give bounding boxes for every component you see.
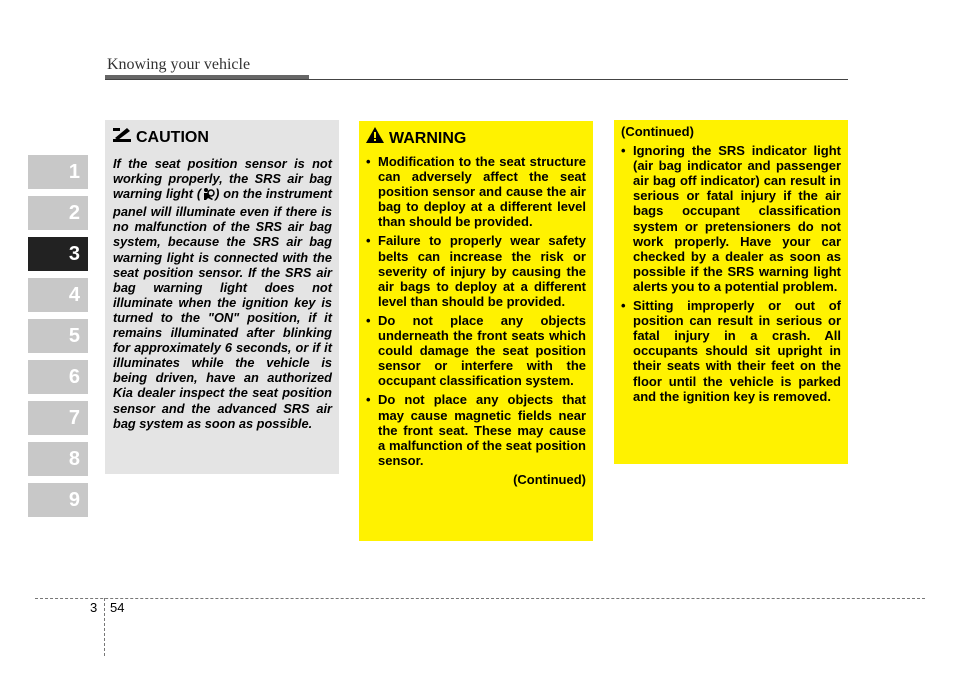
- caution-pencil-icon: [113, 128, 131, 148]
- continued-bullet: • Sitting improperly or out of position can result in serious or fatal injury in a crash. All occupants should sit upright in their seats with their feet on the floor until the vehicle is parked and the ignition key is removed.: [621, 298, 841, 404]
- warning-triangle-icon: [366, 127, 384, 150]
- chapter-tab-7[interactable]: 7: [28, 401, 88, 435]
- continued-bullet-list: [621, 143, 841, 404]
- caution-body: [113, 156, 332, 431]
- chapter-tab-6[interactable]: 6: [28, 360, 88, 394]
- chapter-tab-9[interactable]: 9: [28, 483, 88, 517]
- footer-dashed-rule: [35, 598, 925, 599]
- airbag-warning-icon: [201, 187, 215, 204]
- warning-continued-label: (Continued): [513, 471, 586, 487]
- chapter-tab-4[interactable]: 4: [28, 278, 88, 312]
- warning-box: [359, 121, 593, 541]
- caution-box: [105, 120, 339, 474]
- warning-bullet: • Modification to the seat structure can adversely affect the seat position sensor and cause the air bag to deploy at a different level than should be provided.: [366, 154, 586, 229]
- caution-heading-row: [113, 128, 332, 148]
- page-header-title: Knowing your vehicle: [107, 56, 251, 73]
- header-rule-thin: [105, 79, 848, 80]
- continued-bullet: • Ignoring the SRS indicator light (air bag indicator and passenger air bag off indicator) can result in serious or fatal injury if the air bags occupant classification system or pretensioners do not work properly. Have your car checked by a dealer as soon as possible if the SRS warning light alerts you to a potential problem.: [621, 143, 841, 294]
- page-section-number: 3: [90, 600, 98, 615]
- chapter-tab-5[interactable]: 5: [28, 319, 88, 353]
- warning-bullet-list: [366, 154, 586, 468]
- chapter-tab-1[interactable]: 1: [28, 155, 88, 189]
- footer-vertical-rule: [104, 598, 105, 656]
- chapter-tab-3[interactable]: 3: [28, 237, 88, 271]
- chapter-tab-2[interactable]: 2: [28, 196, 88, 230]
- warning-bullet: • Failure to properly wear safety belts can increase the risk or severity of injury by causing the air bags to deploy at a different level than should be provided.: [366, 233, 586, 308]
- caution-heading: CAUTION: [136, 129, 209, 146]
- page-number: 54: [110, 600, 125, 615]
- continued-warning-box: [614, 120, 848, 464]
- warning-heading-row: [366, 127, 586, 150]
- warning-heading: WARNING: [389, 129, 467, 147]
- warning-bullet: • Do not place any objects underneath the front seats which could damage the seat position sensor or interfere with the occupant classification system.: [366, 313, 586, 388]
- warning-bullet: • Do not place any objects that may cause magnetic fields near the front seat. These may cause a malfunction of the seat position sensor.: [366, 392, 586, 467]
- continued-heading: (Continued): [621, 124, 694, 139]
- chapter-tab-8[interactable]: 8: [28, 442, 88, 476]
- caution-text-part2: ) on the instrument panel will illuminate even if there is no malfunction of the SRS air bag system, because the SRS air bag warning light is connected with the seat position sensor. If the SRS air bag warning light does not illuminate when the ignition key is turned to the "ON" position, if it remains illuminated after blinking for approximately 6 seconds, or if it illuminates while the vehicle is being driven, have an authorized Kia dealer inspect the seat position sensor and the advanced SRS air bag system as soon as possible.: [113, 186, 332, 431]
- caution-text-part1: If the seat position sensor is not working properly, the SRS air bag warning light (: [113, 156, 332, 202]
